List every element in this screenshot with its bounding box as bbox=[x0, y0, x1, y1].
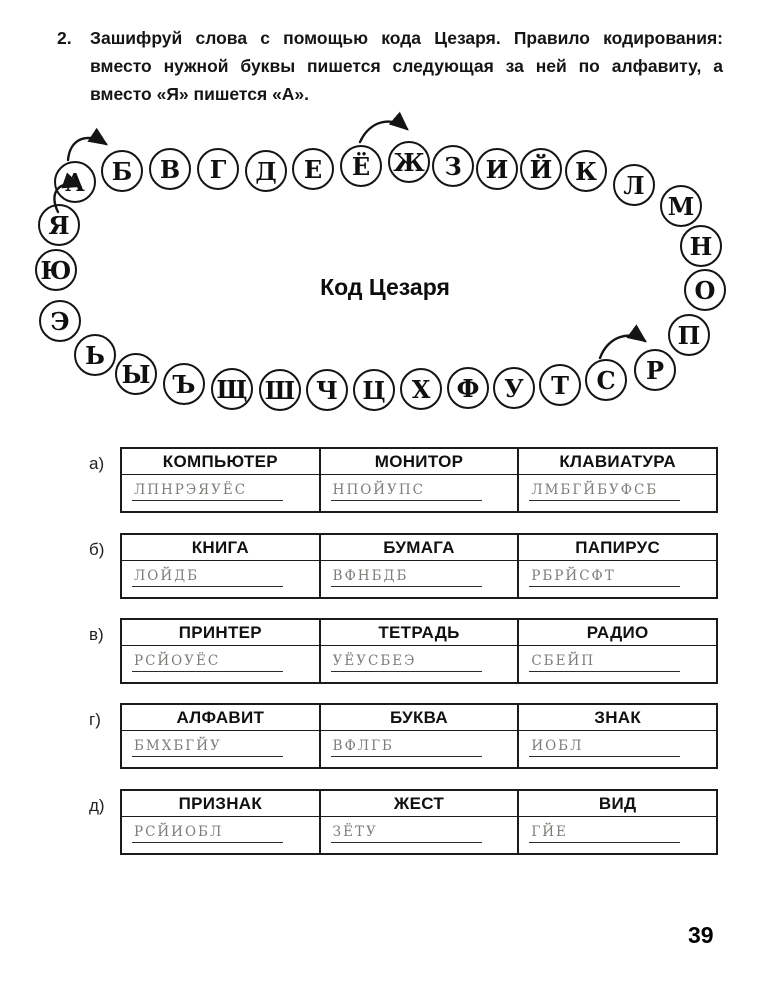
plain-word: ТЕТРАДЬ bbox=[321, 620, 518, 646]
plain-word: КНИГА bbox=[122, 535, 319, 561]
plain-word: КЛАВИАТУРА bbox=[519, 449, 716, 475]
alphabet-letter: Б bbox=[101, 150, 143, 192]
alphabet-letter: М bbox=[660, 185, 702, 227]
exercise-label: а) bbox=[89, 454, 105, 473]
alphabet-letter: Т bbox=[539, 364, 581, 406]
cipher-answer: БМХБГЙУ bbox=[132, 738, 283, 757]
word-cell bbox=[319, 620, 518, 682]
cipher-answer: СБЕЙП bbox=[529, 653, 680, 672]
plain-word: ЖЕСТ bbox=[321, 791, 518, 817]
alphabet-letter: В bbox=[149, 148, 191, 190]
word-cell bbox=[319, 705, 518, 767]
cipher-answer: РСЙИОБЛ bbox=[132, 824, 283, 843]
alphabet-letter: П bbox=[668, 314, 710, 356]
alphabet-letter: Р bbox=[634, 349, 676, 391]
alphabet-letter: Э bbox=[39, 300, 81, 342]
alphabet-letter: З bbox=[432, 145, 474, 187]
page-number: 39 bbox=[688, 922, 714, 948]
word-cell bbox=[319, 791, 518, 853]
cipher-answer: ИОБЛ bbox=[529, 738, 680, 757]
alphabet-letter: Ю bbox=[35, 249, 77, 291]
exercise-label: б) bbox=[89, 540, 105, 559]
exercise-block-g bbox=[89, 703, 718, 769]
arrow-s-to-r-icon bbox=[592, 328, 656, 362]
word-cell bbox=[517, 535, 716, 597]
cipher-answer: ЛМБГЙБУФСБ bbox=[529, 482, 680, 501]
alphabet-letter: Г bbox=[197, 148, 239, 190]
exercise-label: г) bbox=[89, 710, 101, 729]
arrow-a-to-b-icon bbox=[62, 128, 118, 164]
exercise-block-b bbox=[89, 533, 718, 599]
plain-word: БУКВА bbox=[321, 705, 518, 731]
alphabet-letter: Ч bbox=[306, 369, 348, 411]
exercise-block-a bbox=[89, 447, 718, 513]
word-cell bbox=[319, 449, 518, 511]
plain-word: ЗНАК bbox=[519, 705, 716, 731]
alphabet-letter: Ц bbox=[353, 369, 395, 411]
word-cell bbox=[517, 620, 716, 682]
arrow-ya-to-a-icon bbox=[46, 176, 96, 216]
cipher-answer: УЁУСБЕЭ bbox=[331, 653, 482, 672]
alphabet-letter: У bbox=[493, 367, 535, 409]
word-cell bbox=[122, 535, 319, 597]
task-text: Зашифруй слова с помощью кода Цезаря. Правило кодирования: вместо нужной буквы пишется следующая за ней по алфавиту, а вместо «Я» пишется «А». bbox=[90, 28, 723, 104]
alphabet-letter: Л bbox=[613, 164, 655, 206]
caesar-code-diagram bbox=[0, 0, 767, 440]
word-cell bbox=[517, 705, 716, 767]
cipher-answer: РСЙОУЁС bbox=[132, 653, 283, 672]
alphabet-letter: С bbox=[585, 359, 627, 401]
cipher-answer: ЗЁТУ bbox=[331, 824, 482, 843]
alphabet-letter: Щ bbox=[211, 368, 253, 410]
alphabet-letter: Я bbox=[38, 204, 80, 246]
alphabet-letter: Д bbox=[245, 150, 287, 192]
alphabet-letter: И bbox=[476, 148, 518, 190]
alphabet-letter: Ы bbox=[115, 353, 157, 395]
word-cell bbox=[517, 449, 716, 511]
alphabet-letter: Ъ bbox=[163, 363, 205, 405]
alphabet-letter: Ф bbox=[447, 367, 489, 409]
plain-word: ПАПИРУС bbox=[519, 535, 716, 561]
plain-word: ПРИНТЕР bbox=[122, 620, 319, 646]
word-cell bbox=[319, 535, 518, 597]
task-number: 2. bbox=[57, 28, 72, 48]
word-cell bbox=[122, 449, 319, 511]
diagram-title: Код Цезаря bbox=[320, 274, 450, 300]
alphabet-letter: Х bbox=[400, 368, 442, 410]
cipher-answer: ЛОЙДБ bbox=[132, 568, 283, 587]
plain-word: БУМАГА bbox=[321, 535, 518, 561]
plain-word: МОНИТОР bbox=[321, 449, 518, 475]
alphabet-letter: Й bbox=[520, 148, 562, 190]
cipher-answer: ГЙЕ bbox=[529, 824, 680, 843]
arrow-yo-to-zh-icon bbox=[352, 114, 418, 146]
exercise-label: в) bbox=[89, 625, 104, 644]
plain-word: РАДИО bbox=[519, 620, 716, 646]
plain-word: АЛФАВИТ bbox=[122, 705, 319, 731]
exercise-block-v bbox=[89, 618, 718, 684]
plain-word: КОМПЬЮТЕР bbox=[122, 449, 319, 475]
alphabet-letter: Ё bbox=[340, 145, 382, 187]
cipher-answer: ВФЛГБ bbox=[331, 738, 482, 757]
word-cell bbox=[517, 791, 716, 853]
cipher-answer: РБРЙСФТ bbox=[529, 568, 680, 587]
cipher-answer: ВФНБДБ bbox=[331, 568, 482, 587]
alphabet-letter: К bbox=[565, 150, 607, 192]
alphabet-letter: Е bbox=[292, 148, 334, 190]
plain-word: ВИД bbox=[519, 791, 716, 817]
cipher-answer: НПОЙУПС bbox=[331, 482, 482, 501]
alphabet-letter: О bbox=[684, 269, 726, 311]
exercise-block-d bbox=[89, 789, 718, 855]
alphabet-letter: Ь bbox=[74, 334, 116, 376]
plain-word: ПРИЗНАК bbox=[122, 791, 319, 817]
alphabet-letter: А bbox=[54, 161, 96, 203]
alphabet-letter: Ш bbox=[259, 369, 301, 411]
exercise-label: д) bbox=[89, 796, 105, 815]
alphabet-letter: Ж bbox=[388, 141, 430, 183]
cipher-answer: ЛПНРЭЯУЁС bbox=[132, 482, 283, 501]
word-cell bbox=[122, 705, 319, 767]
word-cell bbox=[122, 620, 319, 682]
alphabet-letter: Н bbox=[680, 225, 722, 267]
word-cell bbox=[122, 791, 319, 853]
